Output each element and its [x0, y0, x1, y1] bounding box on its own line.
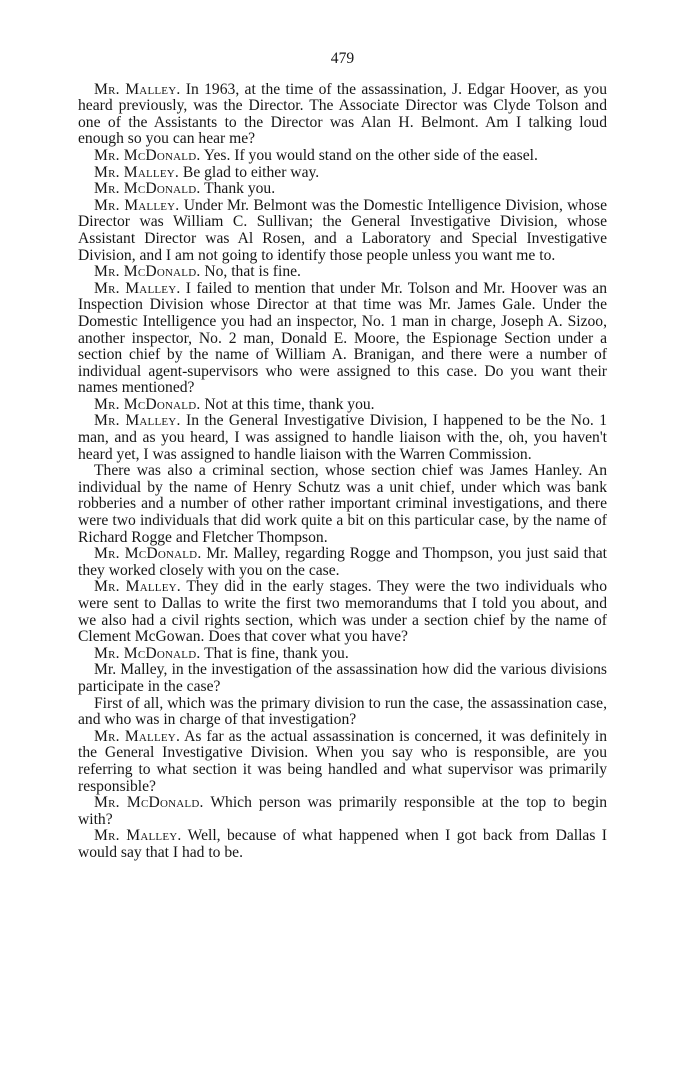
speaker-name: Mr. Malley. [94, 578, 181, 596]
transcript-paragraph [78, 579, 607, 645]
transcript-paragraph [78, 463, 607, 546]
paragraph-text: Yes. If you would stand on the other side of the easel. [200, 146, 538, 164]
paragraph-text: There was also a criminal section, whose section chief was James Hanley. An individual by the name of Henry Schutz was a unit chief, under which was bank robberies and a number of other rather important criminal investigations, and there were two individuals that did work quite a bit on this particular case, by the name of Richard Rogge and Fletcher Thompson. [78, 462, 607, 546]
speaker-name: Mr. Malley. [94, 727, 181, 745]
speaker-name: Mr. Malley. [94, 279, 181, 297]
paragraph-text: That is fine, thank you. [200, 644, 349, 662]
transcript-paragraph [78, 397, 607, 414]
transcript-paragraph [78, 82, 607, 148]
paragraph-text: No, that is fine. [200, 263, 301, 281]
paragraph-text: Which person was primarily responsible at the top to begin with? [78, 794, 607, 828]
transcript-body [78, 82, 607, 862]
transcript-paragraph [78, 546, 607, 579]
speaker-name: Mr. McDonald. [94, 794, 204, 812]
document-page [78, 51, 607, 862]
transcript-paragraph [78, 165, 607, 182]
speaker-name: Mr. McDonald. [94, 180, 201, 198]
speaker-name: Mr. McDonald. [94, 644, 201, 662]
speaker-name: Mr. Malley. [94, 412, 181, 430]
speaker-name: Mr. McDonald. [94, 395, 201, 413]
paragraph-text: Under Mr. Belmont was the Domestic Intelligence Division, whose Director was William C. Sullivan; the General Investigative Division, whose Assistant Director was Al Rosen, and a Laboratory and Special Investigative Division, and I am not going to identify those people unless you want me to. [78, 196, 607, 264]
transcript-paragraph [78, 281, 607, 397]
transcript-paragraph [78, 828, 607, 861]
speaker-name: Mr. Malley. [94, 196, 180, 214]
paragraph-text: Thank you. [200, 180, 276, 198]
speaker-name: Mr. Malley. [94, 163, 180, 181]
speaker-name: Mr. Malley. [94, 80, 181, 98]
transcript-paragraph [78, 795, 607, 828]
paragraph-text: As far as the actual assassination is concerned, it was definitely in the General Investigative Division. When you say who is responsible, are you referring to what section it was being handled and what supervisor was primarily responsible? [78, 727, 607, 795]
paragraph-text: Not at this time, thank you. [200, 395, 375, 413]
paragraph-text: Well, because of what happened when I got back from Dallas I would say that I had to be. [78, 827, 607, 861]
speaker-name: Mr. McDonald. [94, 263, 201, 281]
speaker-name: Mr. McDonald. [94, 146, 201, 164]
speaker-name: Mr. Malley. [94, 827, 182, 845]
transcript-paragraph [78, 148, 607, 165]
paragraph-text: They did in the early stages. They were the two individuals who were sent to Dallas to write the first two memorandums that I told you about, and we also had a civil rights section, which was under a section chief by the name of Clement McGowan. Does that cover what you have? [78, 578, 607, 646]
transcript-paragraph [78, 413, 607, 463]
transcript-paragraph [78, 662, 607, 695]
transcript-paragraph [78, 198, 607, 264]
transcript-paragraph [78, 646, 607, 663]
page-number: 479 [330, 50, 355, 67]
paragraph-text: Be glad to either way. [179, 163, 320, 181]
transcript-paragraph [78, 181, 607, 198]
transcript-paragraph [78, 696, 607, 729]
paragraph-text: In the General Investigative Division, I happened to be the No. 1 man, and as you heard, I was assigned to handle liaison with the, oh, you haven't heard yet, I was assigned to handle liaison with the Warren Commission. [78, 412, 608, 463]
transcript-paragraph [78, 729, 607, 795]
speaker-name: Mr. McDonald. [94, 545, 202, 563]
paragraph-text: In 1963, at the time of the assassination, J. Edgar Hoover, as you heard previously, was the Director. The Associate Director was Clyde Tolson and one of the Assistants to the Director was Alan H. Belmont. Am I talking loud enough so you can hear me? [78, 80, 607, 148]
paragraph-text: Mr. Malley, in the investigation of the assassination how did the various divisions participate in the case? [78, 661, 607, 695]
paragraph-text: Mr. Malley, regarding Rogge and Thompson, you just said that they worked closely with you on the case. [78, 545, 607, 579]
paragraph-text: I failed to mention that under Mr. Tolson and Mr. Hoover was an Inspection Division whose Director at that time was Mr. James Gale. Under the Domestic Intelligence you had an inspector, No. 1 man in charge, Joseph A. Sizoo, another inspector, No. 2 man, Donald E. Moore, the Espionage Section under a section chief by the name of William A. Branigan, and there were a number of individual agent-supervisors who were assigned to this case. Do you want their names mentioned? [78, 279, 607, 397]
transcript-paragraph [78, 264, 607, 281]
paragraph-text: First of all, which was the primary division to run the case, the assassination case, and who was in charge of that investigation? [78, 694, 607, 729]
